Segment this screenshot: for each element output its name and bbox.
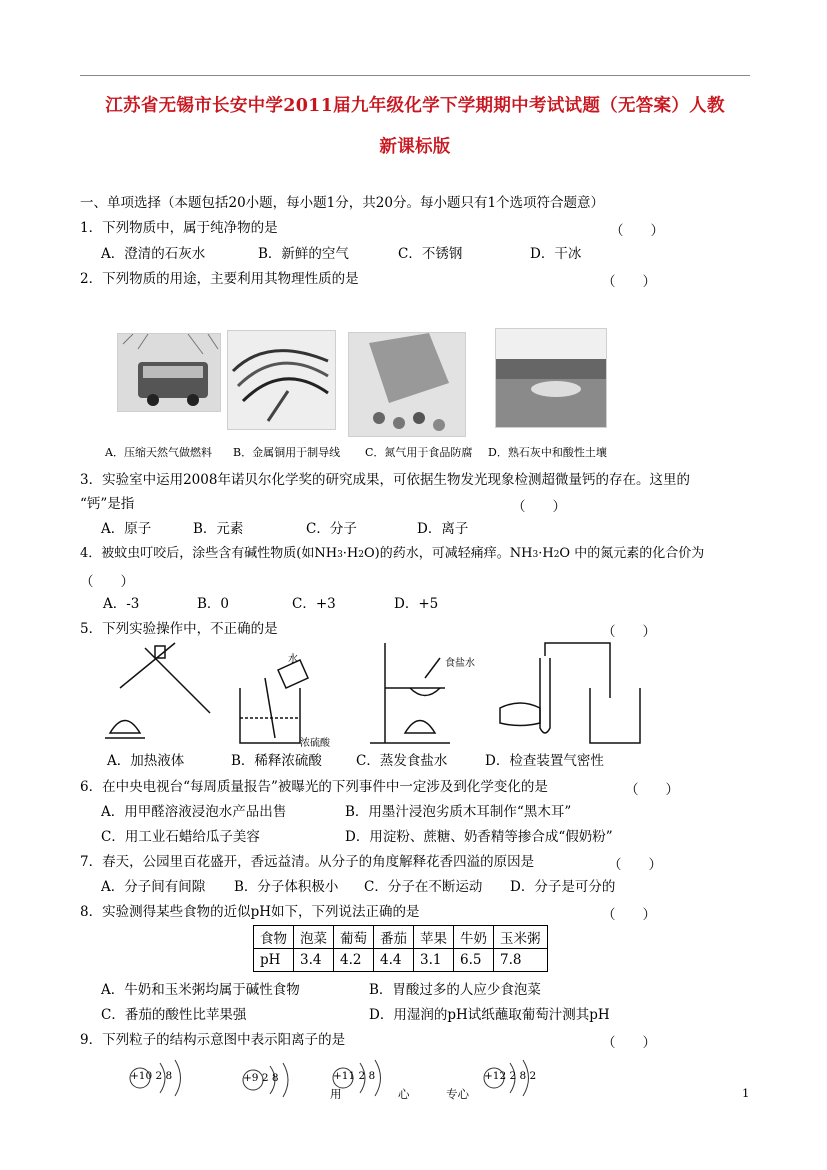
table-cell: 葡萄 [334,926,374,949]
document-title-line2: 新课标版 [379,137,451,157]
q9-answer-paren: （ ） [602,1035,656,1051]
document-title-line1: 江苏省无锡市长安中学2011届九年级化学下学期期中考试试题（无答案）人教 [105,96,725,116]
q7-option-b: B．分子体积极小 [234,879,339,895]
atom-diagram-a: +10 2 8 [130,1070,173,1082]
q2-caption-d: D．熟石灰中和酸性土壤 [488,446,607,459]
atom-diagram-b: +9 2 8 [243,1072,279,1084]
table-row [254,926,548,949]
q3-option-c: C．分子 [306,521,357,537]
q4-answer-paren: （ ） [80,574,134,590]
q4-option-c: C．+3 [292,596,336,612]
water-label: 水 [288,654,298,665]
q4-stem: 4．被蚊虫叮咬后，涂些含有碱性物质(如NH3·H2O)的药水，可减轻痛痒。NH3·H2O 中的氮元素的化合价为 [80,546,705,561]
q2-caption-a: A．压缩天然气做燃料 [105,446,212,459]
q4-option-b: B．0 [197,596,230,612]
table-cell: 3.4 [294,949,334,972]
q5-option-c: C．蒸发食盐水 [356,753,448,769]
q8-option-c: C．番茄的酸性比苹果强 [101,1007,247,1023]
table-cell: pH [254,949,294,972]
atom-diagram-c: +11 2 8 [333,1070,376,1082]
q3-option-d: D．离子 [417,521,469,537]
q8-option-b: B．胃酸过多的人应少食泡菜 [369,982,541,998]
q3-answer-paren: （ ） [512,499,566,515]
wire-photo [227,330,336,430]
footer-text-right: 专心 [446,1087,469,1101]
q7-option-c: C．分子在不断运动 [364,879,483,895]
q8-option-a: A．牛奶和玉米粥均属于碱性食物 [101,982,300,998]
q5-answer-paren: （ ） [602,624,656,640]
bus-photo [117,333,221,412]
q3-option-a: A．原子 [101,521,152,537]
q6-option-a: A．用甲醛溶液浸泡水产品出售 [101,804,287,820]
q3-stem: 3．实验室中运用2008年诺贝尔化学奖的研究成果，可依据生物发光现象检测超微量钙的存在。这里的 [80,472,690,488]
table-cell: 7.8 [494,949,548,972]
q6-option-d: D．用淀粉、蔗糖、奶香精等掺合成“假奶粉” [345,829,613,845]
q2-stem: 2．下列物质的用途，主要利用其物理性质的是 [80,271,359,287]
q8-answer-paren: （ ） [602,907,656,923]
salt-water-label: 食盐水 [445,658,475,669]
q8-stem: 8．实验测得某些食物的近似pH如下，下列说法正确的是 [80,904,420,920]
q2-caption-b: B．金属铜用于制导线 [233,446,341,459]
q1-stem: 1．下列物质中，属于纯净物的是 [80,220,278,236]
q6-option-c: C．用工业石蜡给瓜子美容 [101,829,260,845]
section-heading: 一、单项选择（本题包括20小题，每小题1分，共20分。每小题只有1个选项符合题意） [80,195,605,211]
q5-stem: 5．下列实验操作中，不正确的是 [80,621,278,637]
q5-option-b: B．稀释浓硫酸 [231,753,322,769]
q7-option-d: D．分子是可分的 [510,879,616,895]
airtightness-figure [500,643,640,743]
table-cell: 6.5 [454,949,494,972]
q6-option-b: B．用墨汁浸泡劣质木耳制作“黑木耳” [345,804,572,820]
q1-option-a: A．澄清的石灰水 [101,246,206,262]
sulfuric-acid-label: 浓硫酸 [300,738,330,748]
q1-option-c: C．不锈钢 [398,246,463,262]
q4-option-d: D．+5 [394,596,439,612]
q1-option-b: B．新鲜的空气 [258,246,349,262]
q7-answer-paren: （ ） [608,857,662,873]
dilution-beaker-figure [240,660,308,743]
page-number: 1 [742,1086,750,1100]
table-row [254,949,548,972]
q4-option-a: A．-3 [103,596,140,612]
heating-tube-figure [105,643,210,738]
q5-apparatus-figures [100,638,660,748]
q3-option-b: B．元素 [193,521,244,537]
table-cell: 玉米粥 [494,926,548,949]
evaporation-figure [370,643,450,743]
q7-option-a: A．分子间有间隙 [101,879,206,895]
table-cell: 牛奶 [454,926,494,949]
field-photo [495,328,607,428]
q1-answer-paren: （ ） [610,223,664,239]
q7-stem: 7．春天，公园里百花盛开，香远益清。从分子的角度解释花香四溢的原因是 [80,854,535,870]
q6-answer-paren: （ ） [625,782,679,798]
q8-option-d: D．用湿润的pH试纸蘸取葡萄汁测其pH [369,1007,610,1023]
q6-stem: 6．在中央电视台“每周质量报告”被曝光的下列事件中一定涉及到化学变化的是 [80,779,548,795]
q2-answer-paren: （ ） [602,274,656,290]
header-rule [80,75,750,76]
table-cell: 3.1 [414,949,454,972]
q2-caption-c: C．氮气用于食品防腐 [365,446,473,459]
food-package-photo [348,332,466,437]
q5-option-a: A．加热液体 [107,753,185,769]
q9-stem: 9．下列粒子的结构示意图中表示阳离子的是 [80,1032,346,1048]
table-cell: 食物 [254,926,294,949]
footer-text-middle: 心 [398,1087,410,1101]
table-cell: 4.2 [334,949,374,972]
table-cell: 泡菜 [294,926,334,949]
table-cell: 4.4 [374,949,414,972]
atom-diagram-d: +12 2 8 2 [484,1070,537,1082]
table-cell: 苹果 [414,926,454,949]
table-cell: 番茄 [374,926,414,949]
q3-stem-cont: “钙”是指 [80,496,135,512]
q5-option-d: D．检查装置气密性 [485,753,604,769]
ph-table [253,925,548,972]
q1-option-d: D．干冰 [530,246,582,262]
footer-text-left: 用 [330,1087,342,1101]
